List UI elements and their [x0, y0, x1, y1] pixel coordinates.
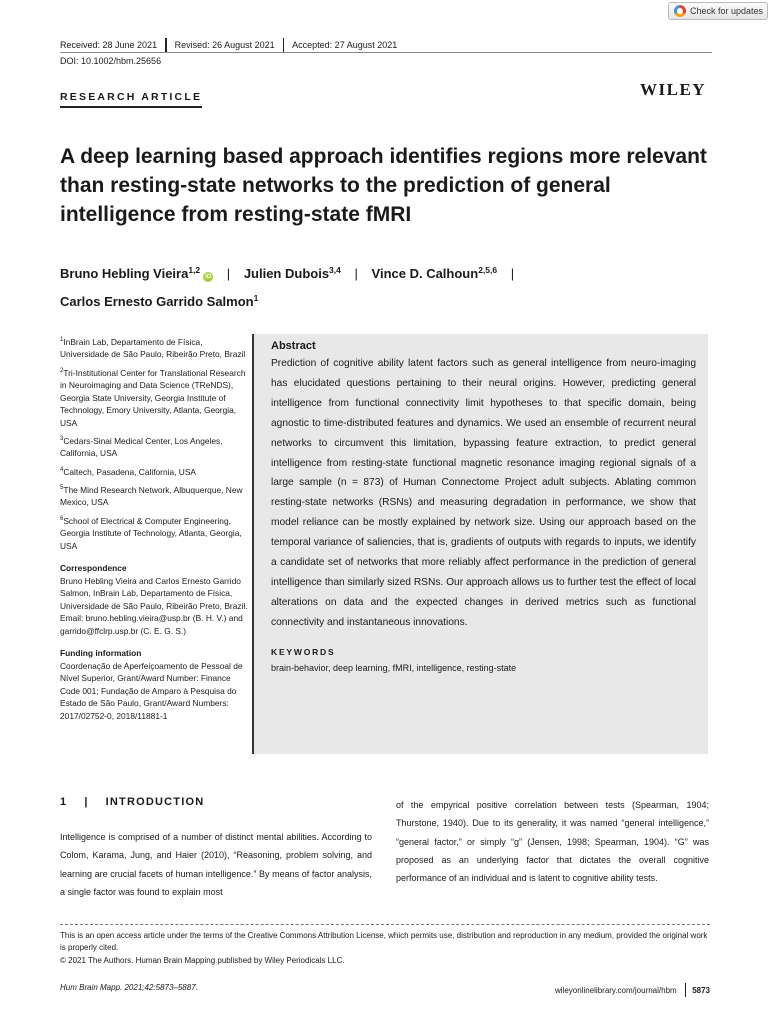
revised-date: Revised: 26 August 2021 [174, 40, 275, 50]
article-title: A deep learning based approach identifies regions more relevant than resting-state networks to the prediction of general intelligence from resting-state fMRI [60, 145, 707, 226]
journal-citation: Hum Brain Mapp. 2021;42:5873–5887. [60, 983, 198, 992]
publisher-logo: WILEY [640, 80, 707, 99]
copyright-text: © 2021 The Authors. Human Brain Mapping published by Wiley Periodicals LLC. [60, 955, 345, 965]
author-affiliation-sup: 1 [253, 293, 259, 303]
license-notice [60, 930, 710, 967]
author-separator: | [226, 266, 231, 281]
divider [283, 38, 285, 52]
abstract-heading: Abstract [271, 340, 316, 352]
affiliation: $^3$Cedars-Sinai Medical Center, Los Angeles, California, USA [60, 435, 223, 459]
page-number: 5873 [692, 985, 710, 995]
correspondence-heading: Correspondence [60, 563, 127, 574]
orcid-icon[interactable]: iD [205, 274, 212, 280]
author-affiliation-sup: 1,2 [188, 265, 201, 275]
body-text-column-1: Intelligence is comprised of a number of distinct mental abilities. According to Colom, Karama, Jung, and Haier (2010), “Reasoning, problem solving, and learning are crucial facets of human intelligence.” By means of factor analysis, a single factor was found to explain most [60, 832, 372, 897]
author-name[interactable]: Julien Dubois [243, 266, 330, 281]
doi[interactable]: DOI: 10.1002/hbm.25656 [60, 56, 162, 66]
divider [685, 983, 687, 997]
accepted-date: Accepted: 27 August 2021 [292, 40, 398, 50]
author-affiliation-sup: 2,5,6 [478, 265, 498, 275]
license-divider [60, 924, 710, 925]
check-for-updates-label: Check for updates [690, 6, 764, 16]
article-dates [60, 38, 397, 52]
body-text-column-2: of the empyrical positive correlation between tests (Spearman, 1904; Thurstone, 1940). Due to its generality, it was named “general intelligence,” “general factor,” or simply “g” (Jensen, 1998; Spearman, 1904). “G” was proposed as an underlying factor that dictates the overall cognitive performance of an individual and is latent to cognitive ability tests. [396, 800, 709, 884]
affiliation: $^2$Tri-Institutional Center for Translational Research in Neuroimaging and Data Science (TReNDS), Georgia State University, Georgia Institute of Technology, Emory University, Atlanta, Georgia, USA [60, 367, 246, 428]
author-separator: | [510, 266, 515, 281]
crossmark-icon [674, 5, 686, 17]
received-date: Received: 28 June 2021 [60, 40, 158, 50]
correspondence-email[interactable]: Email: bruno.hebling.vieira@usp.br (B. H. V.) and garrido@ffclrp.usp.br (C. E. G. S.) [60, 613, 243, 636]
article-type: RESEARCH ARTICLE [60, 91, 203, 103]
front-matter-sidebar [60, 334, 248, 722]
funding-heading: Funding information [60, 648, 142, 659]
header-rule [60, 52, 712, 53]
abstract-box [254, 334, 708, 754]
abstract-text: Prediction of cognitive ability latent factors such as general intelligence from neuro-imaging has elucidated questions pertaining to their neural origins. However, predicting general intelligence from functional connectivity limit hypotheses to that specific domain, being agnostic to time-distributed features and dynamics. We used an ensemble of recurrent neural networks to circumvent this limitation, bypassing feature extraction, to predict general intelligence from resting-state functional magnetic resonance imaging regional signals of a large sample (n = 873) of Human Connectome Project adult subjects. Ablating common resting-state networks (RSNs) and measuring degradation in performance, we show that model reliance can be mostly explained by network size. Using our approach based on the temporal variance of saliencies, that is, gradients of outputs with regards to inputs, we identify a candidate set of networks that more reliably affect performance in the prediction of general intelligence than similarly sized RSNs. Our approach allows us to further test the effect of local alterations on data and the expected changes in derived metrics such as functional connectivity and instantaneous innovations. [271, 358, 696, 628]
affiliation: $^4$Caltech, Pasadena, California, USA [60, 466, 197, 477]
keywords: brain-behavior, deep learning, fMRI, intelligence, resting-state [271, 662, 517, 673]
license-text: This is an open access article under the terms of the Creative Commons Attribution License, which permits use, distribution and reproduction in any medium, provided the original work is properly cited. [60, 931, 708, 953]
affiliation: $^5$The Mind Research Network, Albuquerque, New Mexico, USA [60, 484, 243, 508]
author-name[interactable]: Vince D. Calhoun [371, 266, 479, 281]
author-name[interactable]: Carlos Ernesto Garrido Salmon [60, 294, 254, 309]
affiliation: $^6$School of Electrical & Computer Engineering, Georgia Institute of Technology, Atlanta, Georgia, USA [60, 515, 242, 551]
section-heading: 1 | INTRODUCTION [60, 796, 205, 808]
journal-url[interactable]: wileyonlinelibrary.com/journal/hbm [555, 985, 677, 995]
author-name[interactable]: Bruno Hebling Vieira [60, 266, 189, 281]
article-type-underline [60, 106, 202, 108]
funding-text: Coordenação de Aperfeiçoamento de Pessoal de Nível Superior, Grant/Award Number: Finance Code 001; Fundação de Amparo à Pesquisa do Estado de São Paulo, Grant/Award Numbers: 2017/02752-0, 2018/11881-1 [60, 660, 243, 721]
author-list [60, 258, 710, 314]
keywords-heading: KEYWORDS [271, 646, 336, 657]
affiliation: $^1$InBrain Lab, Departamento de Física, Universidade de São Paulo, Ribeirão Preto, Brazil [60, 336, 246, 360]
author-affiliation-sup: 3,4 [329, 265, 341, 275]
correspondence-text: Bruno Hebling Vieira and Carlos Ernesto Garrido Salmon, InBrain Lab, Departamento de Física, Universidade de São Paulo, Ribeirão Preto, Brazil. [60, 575, 248, 611]
author-separator: | [354, 266, 358, 281]
divider [165, 38, 167, 52]
check-for-updates-button[interactable] [668, 2, 768, 20]
footer-right [490, 983, 710, 997]
